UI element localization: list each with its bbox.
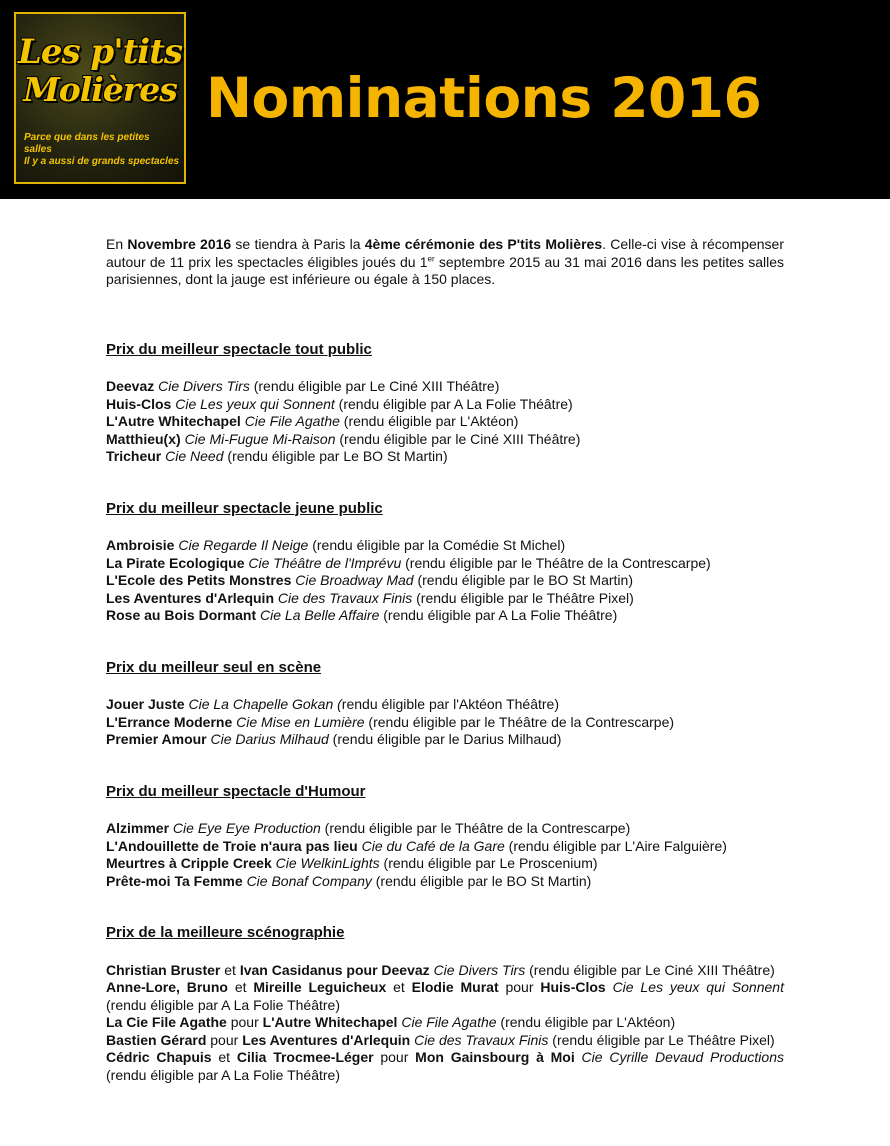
document-body xyxy=(106,236,784,1084)
nominee-name: Cilia Trocmee-Léger xyxy=(236,1049,374,1065)
intro-superscript: er xyxy=(427,253,435,263)
nominee-name: Cédric Chapuis xyxy=(106,1049,212,1065)
nominee-entry xyxy=(106,431,784,449)
intro-ceremony: 4ème cérémonie des P'tits Molières xyxy=(364,236,603,252)
nominee-name: L'Autre Whitechapel xyxy=(106,413,241,429)
nominee-entry xyxy=(106,555,784,573)
nominee-name: Mireille Leguicheux xyxy=(253,979,387,995)
nominee-entry xyxy=(106,855,784,873)
company-name: Cie Les yeux qui Sonnent xyxy=(175,395,335,412)
company-name: Cie Broadway Mad xyxy=(295,572,414,588)
nominee-name: Jouer Juste xyxy=(106,696,185,712)
entry-text: (rendu éligible par le BO St Martin) xyxy=(413,572,633,588)
company-name: Cie Divers Tirs xyxy=(158,378,250,394)
nominee-name: Meurtres à Cripple Creek xyxy=(106,855,272,871)
nominee-entry xyxy=(106,537,784,555)
nominee-entry xyxy=(106,396,784,414)
company-name: Cie Darius Milhaud xyxy=(210,731,329,747)
entry-text: et xyxy=(220,961,240,978)
entry-text: pour xyxy=(498,979,541,995)
nominee-list xyxy=(106,537,784,625)
company-name: Cie Need xyxy=(165,448,224,464)
nominee-entry xyxy=(106,448,784,466)
nominee-name: L'Errance Moderne xyxy=(106,713,233,730)
nominee-name: L'Andouillette de Troie n'aura pas lieu xyxy=(106,837,358,854)
company-name: Cie Cyrille Devaud Productions xyxy=(581,1049,784,1065)
entry-text: (rendu éligible par Le Proscenium) xyxy=(379,855,598,871)
entry-text: (rendu éligible par L'Aktéon) xyxy=(339,413,519,429)
nominee-name: Matthieu(x) xyxy=(106,430,181,447)
entry-text: (rendu éligible par Le BO St Martin) xyxy=(223,448,448,464)
logo-tagline-2: Il y a aussi de grands spectacles xyxy=(24,156,180,167)
nominee-name: Premier Amour xyxy=(106,731,207,747)
les-ptits-molieres-logo xyxy=(14,12,186,184)
company-name: Cie Bonaf Company xyxy=(246,872,372,889)
intro-paragraph xyxy=(106,236,784,289)
logo-tagline xyxy=(24,132,180,168)
logo-line2: Molières xyxy=(23,70,177,109)
logo-tagline-1: Parce que dans les petites salles xyxy=(24,132,150,155)
company-name: Cie du Café de la Gare xyxy=(361,837,505,854)
intro-text: En xyxy=(106,236,128,252)
nominee-entry xyxy=(106,696,784,714)
nominee-name: L'Ecole des Petits Monstres xyxy=(106,572,292,588)
entry-text: (rendu éligible par le Théâtre Pixel) xyxy=(412,589,634,606)
entry-text: (rendu éligible par A La Folie Théâtre) xyxy=(334,395,573,412)
entry-text: (rendu éligible par la Comédie St Michel) xyxy=(308,537,566,553)
nominee-entry xyxy=(106,607,784,625)
entry-text: (rendu éligible par le Ciné XIII Théâtre) xyxy=(335,430,581,447)
award-sections xyxy=(106,341,784,1085)
nominee-entry xyxy=(106,979,784,1014)
section-title: Prix du meilleur spectacle d'Humour xyxy=(106,782,366,800)
nominee-name: Les Aventures d'Arlequin xyxy=(242,1031,411,1048)
nominee-list xyxy=(106,962,784,1085)
entry-text: et xyxy=(386,979,412,995)
nominee-name: Ivan Casidanus pour Deevaz xyxy=(239,961,430,978)
intro-text: . Celle-ci vise à récompenser autour de 11 prix les spectacles éligibles joués du 1 xyxy=(106,236,784,270)
nominee-name: La Pirate Ecologique xyxy=(106,554,245,571)
nominee-name: Anne-Lore, Bruno xyxy=(106,979,228,995)
nominee-list xyxy=(106,820,784,890)
nominee-name: Deevaz xyxy=(106,378,155,394)
company-name: Cie Mise en Lumière xyxy=(236,713,365,730)
nominee-entry xyxy=(106,820,784,838)
nominee-name: Prête-moi Ta Femme xyxy=(106,872,243,889)
company-name: Cie File Agathe xyxy=(244,413,340,429)
company-name: Cie Théâtre de l'Imprévu xyxy=(248,554,402,571)
nominee-name: Huis-Clos xyxy=(106,395,172,412)
intro-text: se tiendra à Paris la xyxy=(231,236,365,252)
entry-text: (rendu éligible par Le Théâtre Pixel) xyxy=(548,1031,775,1048)
entry-text: rendu éligible par l'Aktéon Théâtre) xyxy=(341,696,560,712)
entry-text: (rendu éligible par le Darius Milhaud) xyxy=(328,731,562,747)
nominee-name: Mon Gainsbourg à Moi xyxy=(415,1049,575,1065)
entry-text: (rendu éligible par A La Folie Théâtre) xyxy=(106,996,340,1013)
nominee-name: Huis-Clos xyxy=(540,979,606,995)
entry-text: (rendu éligible par Le Ciné XIII Théâtre) xyxy=(525,961,775,978)
nominee-name: Bastien Gérard xyxy=(106,1031,207,1048)
nominee-name: L'Autre Whitechapel xyxy=(262,1014,398,1030)
entry-text: pour xyxy=(206,1031,243,1048)
section-title: Prix du meilleur seul en scène xyxy=(106,658,322,676)
company-name: Cie Divers Tirs xyxy=(433,961,526,978)
section-title: Prix de la meilleure scénographie xyxy=(106,924,345,941)
entry-text: (rendu éligible par L'Aktéon) xyxy=(496,1014,676,1030)
company-name: Cie Regarde Il Neige xyxy=(178,537,309,553)
nominee-entry xyxy=(106,873,784,891)
nominee-entry xyxy=(106,962,784,980)
company-name: Cie File Agathe xyxy=(401,1014,497,1030)
entry-text: (rendu éligible par L'Aire Falguière) xyxy=(504,837,727,854)
nominee-entry xyxy=(106,838,784,856)
nominee-name: Christian Bruster xyxy=(106,961,221,978)
entry-text: (rendu éligible par Le Ciné XIII Théâtre) xyxy=(249,378,500,394)
entry-text: (rendu éligible par A La Folie Théâtre) xyxy=(106,1066,340,1083)
company-name: Cie La Belle Affaire xyxy=(260,607,380,623)
entry-text: (rendu éligible par le Théâtre de la Contrescarpe) xyxy=(364,713,675,730)
section-title: Prix du meilleur spectacle jeune public xyxy=(106,499,383,517)
nominee-name: Elodie Murat xyxy=(411,979,499,995)
nominee-entry xyxy=(106,572,784,590)
intro-date: Novembre 2016 xyxy=(127,236,232,252)
nominee-name: Tricheur xyxy=(106,448,162,464)
header-banner xyxy=(0,0,890,199)
entry-text: et xyxy=(211,1049,237,1065)
company-name: Cie des Travaux Finis xyxy=(277,589,413,606)
nominee-list xyxy=(106,378,784,466)
entry-text: (rendu éligible par le BO St Martin) xyxy=(371,872,592,889)
logo-line1: Les p'tits xyxy=(17,32,183,72)
section-title: Prix du meilleur spectacle tout public xyxy=(106,340,372,358)
company-name: Cie Eye Eye Production xyxy=(172,820,321,836)
entry-text: (rendu éligible par le Théâtre de la Contrescarpe) xyxy=(401,554,711,571)
nominee-name: Alzimmer xyxy=(106,820,170,836)
entry-text: et xyxy=(227,979,254,995)
entry-text xyxy=(575,1049,582,1065)
entry-text xyxy=(606,979,613,995)
entry-text: (rendu éligible par A La Folie Théâtre) xyxy=(379,607,618,623)
nominee-entry xyxy=(106,413,784,431)
entry-text: pour xyxy=(226,1014,263,1030)
nominee-entry xyxy=(106,378,784,396)
nominee-name: La Cie File Agathe xyxy=(106,1014,227,1030)
company-name: Cie WelkinLights xyxy=(275,855,380,871)
nominee-entry xyxy=(106,731,784,749)
page-title: Nominations 2016 xyxy=(206,66,762,130)
company-name: Cie Les yeux qui Sonnent xyxy=(612,979,784,995)
nominee-entry xyxy=(106,714,784,732)
entry-text: (rendu éligible par le Théâtre de la Contrescarpe) xyxy=(320,820,631,836)
entry-text: pour xyxy=(373,1049,416,1065)
company-name: Cie des Travaux Finis xyxy=(414,1031,549,1048)
intro-text: septembre 2015 au 31 mai 2016 dans les petites salles parisiennes, dont la jauge est inférieure ou égale à 150 places. xyxy=(106,253,784,287)
nominee-list xyxy=(106,696,784,749)
nominee-name: Ambroisie xyxy=(106,537,175,553)
nominee-entry xyxy=(106,1014,784,1032)
company-name: Cie La Chapelle Gokan ( xyxy=(188,696,342,712)
company-name: Cie Mi-Fugue Mi-Raison xyxy=(184,430,336,447)
nominee-entry xyxy=(106,1049,784,1084)
nominee-name: Les Aventures d'Arlequin xyxy=(106,589,274,606)
nominee-entry xyxy=(106,590,784,608)
nominee-name: Rose au Bois Dormant xyxy=(106,607,257,623)
nominee-entry xyxy=(106,1032,784,1050)
